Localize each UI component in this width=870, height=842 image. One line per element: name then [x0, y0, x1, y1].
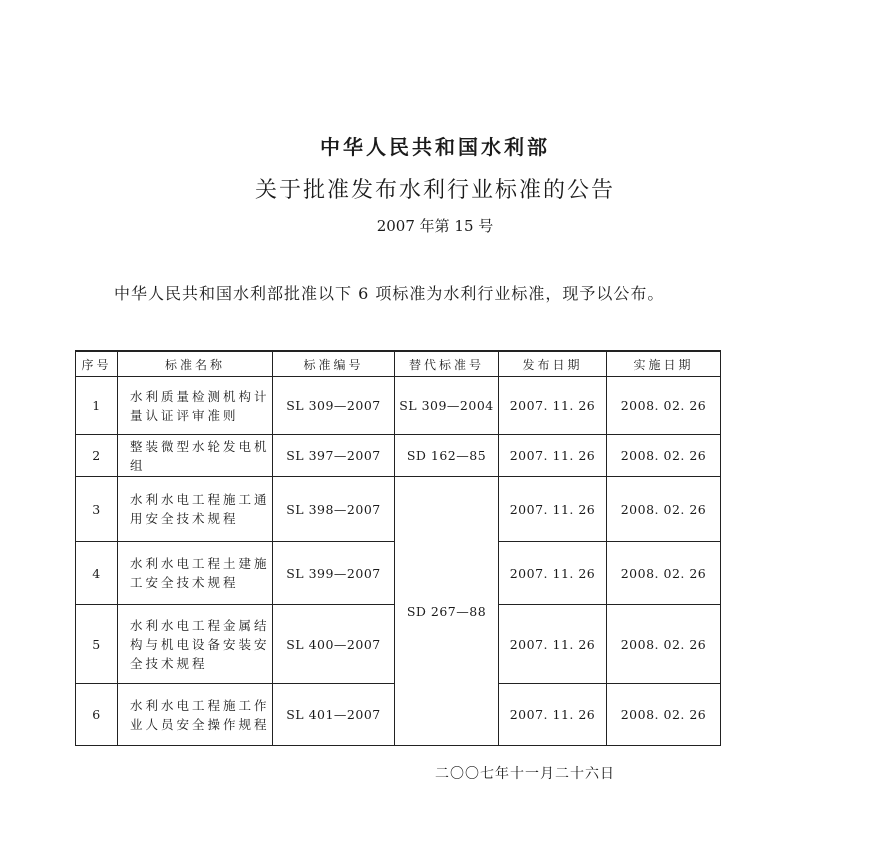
cell-code: SL 400—2007 [273, 605, 395, 684]
cell-effective-date: 2008. 02. 26 [607, 542, 721, 605]
cell-issue-date: 2007. 11. 26 [499, 377, 607, 435]
header-cell-code: 标准编号 [273, 351, 395, 377]
standards-table [75, 350, 721, 746]
header-cell-name: 标准名称 [118, 351, 273, 377]
cell-replace: SL 309—2004 [395, 377, 499, 435]
cell-issue-date: 2007. 11. 26 [499, 542, 607, 605]
cell-no: 6 [76, 684, 118, 746]
header-cell-replace: 替代标准号 [395, 351, 499, 377]
cell-effective-date: 2008. 02. 26 [607, 605, 721, 684]
cell-no: 2 [76, 435, 118, 477]
cell-effective-date: 2008. 02. 26 [607, 477, 721, 542]
cell-effective-date: 2008. 02. 26 [607, 684, 721, 746]
cell-code: SL 398—2007 [273, 477, 395, 542]
cell-replace-merged: SD 267—88 [395, 477, 499, 746]
cell-replace: SD 162—85 [395, 435, 499, 477]
header-cell-issue-date: 发布日期 [499, 351, 607, 377]
table-row [76, 377, 721, 435]
table-row [76, 477, 721, 542]
cell-effective-date: 2008. 02. 26 [607, 377, 721, 435]
cell-code: SL 401—2007 [273, 684, 395, 746]
cell-code: SL 309—2007 [273, 377, 395, 435]
ministry-title: 中华人民共和国水利部 [320, 135, 550, 159]
cell-no: 5 [76, 605, 118, 684]
table-row [76, 435, 721, 477]
cell-no: 4 [76, 542, 118, 605]
cell-issue-date: 2007. 11. 26 [499, 684, 607, 746]
header-cell-no: 序号 [76, 351, 118, 377]
cell-issue-date: 2007. 11. 26 [499, 477, 607, 542]
cell-issue-date: 2007. 11. 26 [499, 435, 607, 477]
cell-effective-date: 2008. 02. 26 [607, 435, 721, 477]
cell-no: 3 [76, 477, 118, 542]
table-header-row [76, 351, 721, 377]
cell-name: 水利水电工程金属结构与机电设备安装安全技术规程 [118, 605, 273, 684]
cell-name: 水利水电工程土建施工安全技术规程 [118, 542, 273, 605]
issue-date-footer: 二〇〇七年十一月二十六日 [435, 766, 615, 782]
cell-name: 水利质量检测机构计量认证评审准则 [118, 377, 273, 435]
announcement-number: 2007 年第 15 号 [376, 217, 494, 235]
cell-code: SL 399—2007 [273, 542, 395, 605]
cell-name: 水利水电工程施工作业人员安全操作规程 [118, 684, 273, 746]
cell-no: 1 [76, 377, 118, 435]
cell-issue-date: 2007. 11. 26 [499, 605, 607, 684]
announcement-title: 关于批准发布水利行业标准的公告 [254, 178, 615, 203]
header-cell-effective-date: 实施日期 [607, 351, 721, 377]
cell-name: 整装微型水轮发电机组 [118, 435, 273, 477]
cell-code: SL 397—2007 [273, 435, 395, 477]
body-paragraph: 中华人民共和国水利部批准以下 6 项标准为水利行业标准，现予以公布。 [114, 284, 665, 303]
cell-name: 水利水电工程施工通用安全技术规程 [118, 477, 273, 542]
